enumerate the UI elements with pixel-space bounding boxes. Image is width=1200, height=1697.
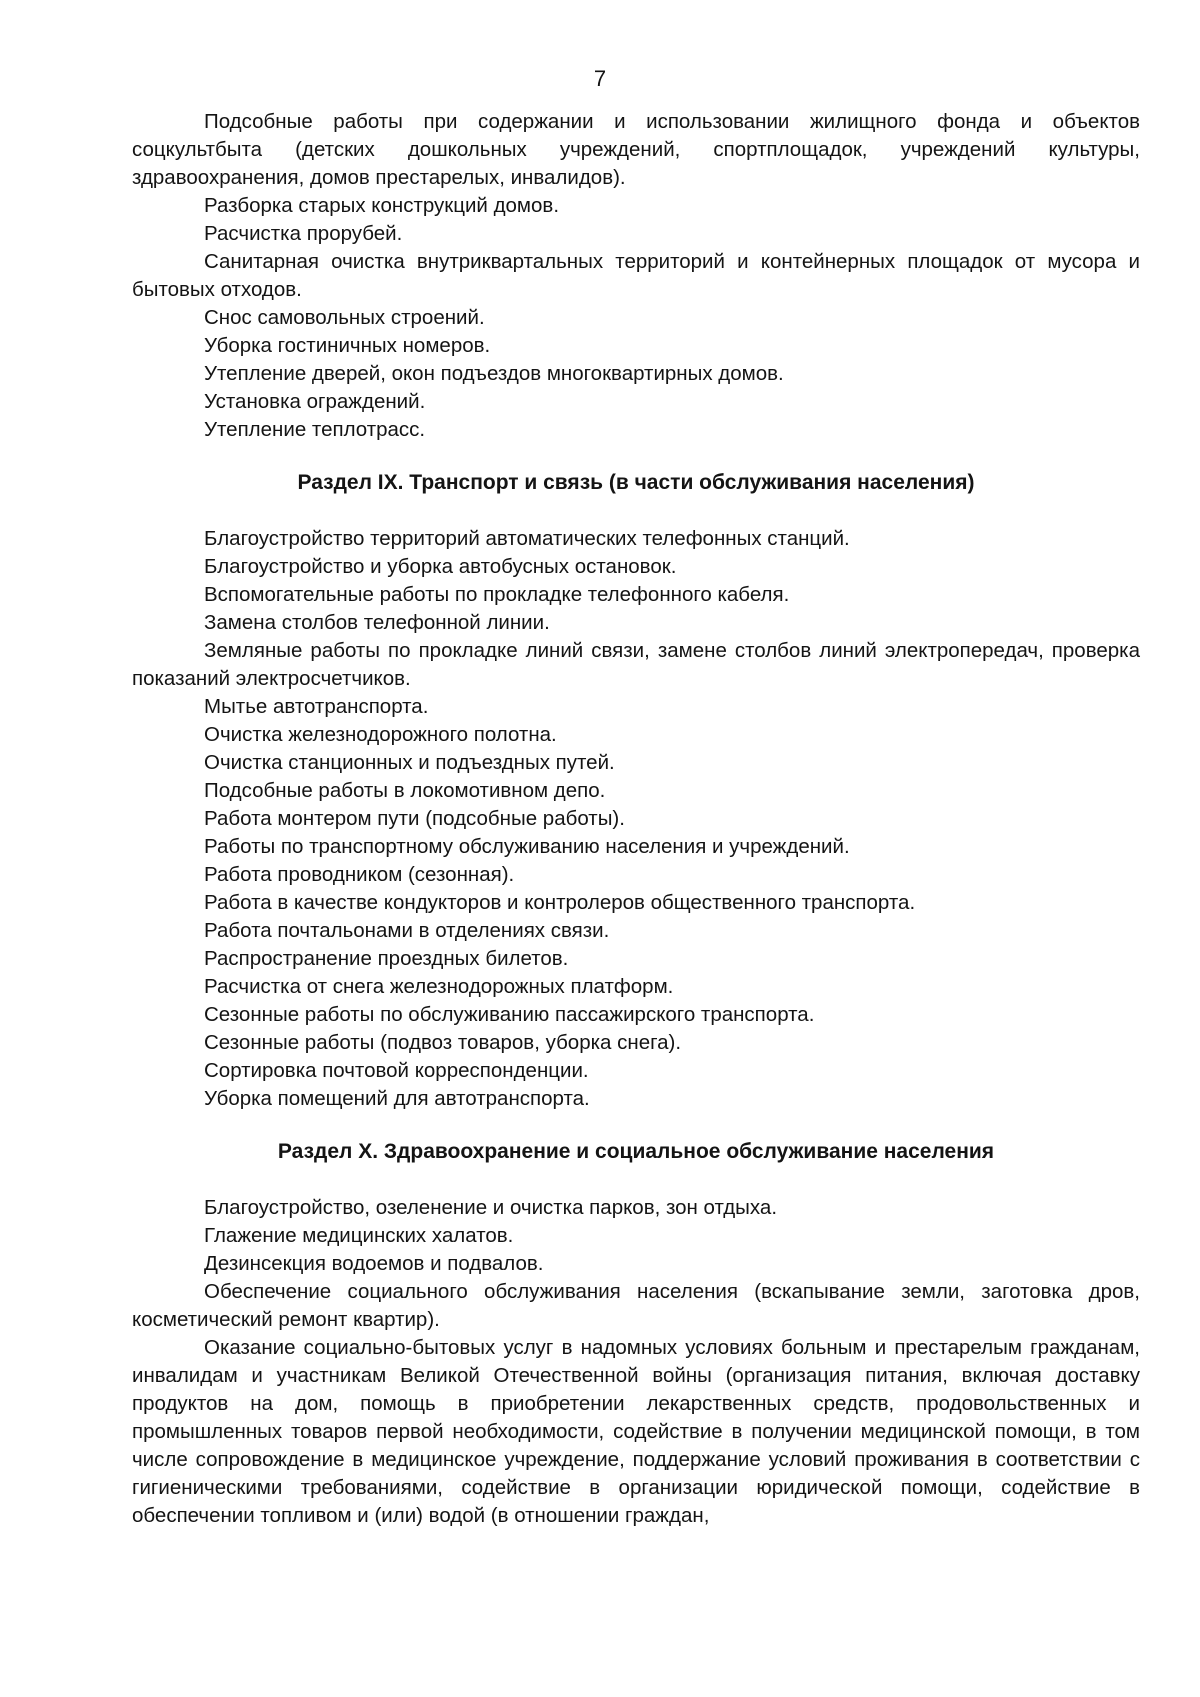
list-item: Уборка гостиничных номеров. (204, 334, 491, 357)
list-item: Земляные работы по прокладке линий связи, замене столбов линий электропередач, проверка показаний электросчетчиков. (132, 639, 1140, 690)
section-9-heading: Раздел IX. Транспорт и связь (в части обслуживания населения) (297, 471, 975, 494)
list-item: Вспомогательные работы по прокладке телефонного кабеля. (204, 583, 790, 606)
list-item: Работа проводником (сезонная). (204, 863, 515, 886)
list-item: Работа в качестве кондукторов и контролеров общественного транспорта. (204, 891, 916, 914)
list-item: Подсобные работы при содержании и использовании жилищного фонда и объектов соцкультбыта (детских дошкольных учреждений, спортплощадок, учреждений культуры, здравоохранения, домов престарелых, инвалидов). (132, 110, 1140, 189)
list-item: Подсобные работы в локомотивном депо. (204, 779, 606, 802)
list-item: Обеспечение социального обслуживания населения (вскапывание земли, заготовка дров, косметический ремонт квартир). (132, 1280, 1140, 1331)
list-item: Очистка станционных и подъездных путей. (204, 751, 615, 774)
document-body (132, 108, 1140, 1530)
list-item: Уборка помещений для автотранспорта. (204, 1087, 590, 1110)
list-item: Установка ограждений. (204, 390, 426, 413)
list-item: Работы по транспортному обслуживанию населения и учреждений. (204, 835, 850, 858)
list-item: Сезонные работы (подвоз товаров, уборка снега). (204, 1031, 682, 1054)
list-item: Работа монтером пути (подсобные работы). (204, 807, 625, 830)
list-item: Утепление теплотрасс. (204, 418, 426, 441)
list-item: Дезинсекция водоемов и подвалов. (204, 1252, 544, 1275)
section-8-continuation (132, 108, 1140, 444)
list-item: Мытье автотранспорта. (204, 695, 429, 718)
page-number: 7 (593, 66, 607, 91)
list-item: Благоустройство территорий автоматических телефонных станций. (204, 527, 850, 550)
list-item: Благоустройство и уборка автобусных остановок. (204, 555, 677, 578)
section-10-list (132, 1194, 1140, 1530)
list-item: Оказание социально-бытовых услуг в надомных условиях больным и престарелым гражданам, инвалидам и участникам Великой Отечественной войны (организация питания, включая доставку продуктов на дом, помощь в приобретении лекарственных средств, продовольственных и промышленных товаров первой необходимости, содействие в получении медицинской помощи, в том числе сопровождение в медицинское учреждение, поддержание условий проживания в соответствии с гигиеническими требованиями, содействие в организации юридической помощи, содействие в обеспечении топливом и (или) водой (в отношении граждан, (132, 1336, 1140, 1527)
list-item: Разборка старых конструкций домов. (204, 194, 560, 217)
list-item: Снос самовольных строений. (204, 306, 485, 329)
list-item: Работа почтальонами в отделениях связи. (204, 919, 610, 942)
section-9-list (132, 525, 1140, 1113)
list-item: Очистка железнодорожного полотна. (204, 723, 557, 746)
list-item: Распространение проездных билетов. (204, 947, 569, 970)
list-item: Благоустройство, озеленение и очистка парков, зон отдыха. (204, 1196, 778, 1219)
list-item: Санитарная очистка внутриквартальных территорий и контейнерных площадок от мусора и бытовых отходов. (132, 250, 1140, 301)
list-item: Сезонные работы по обслуживанию пассажирского транспорта. (204, 1003, 815, 1026)
list-item: Глажение медицинских халатов. (204, 1224, 514, 1247)
list-item: Сортировка почтовой корреспонденции. (204, 1059, 589, 1082)
list-item: Расчистка прорубей. (204, 222, 403, 245)
list-item: Расчистка от снега железнодорожных платформ. (204, 975, 674, 998)
section-10-heading: Раздел X. Здравоохранение и социальное обслуживание населения (277, 1140, 995, 1163)
list-item: Утепление дверей, окон подъездов многоквартирных домов. (204, 362, 784, 385)
list-item: Замена столбов телефонной линии. (204, 611, 550, 634)
